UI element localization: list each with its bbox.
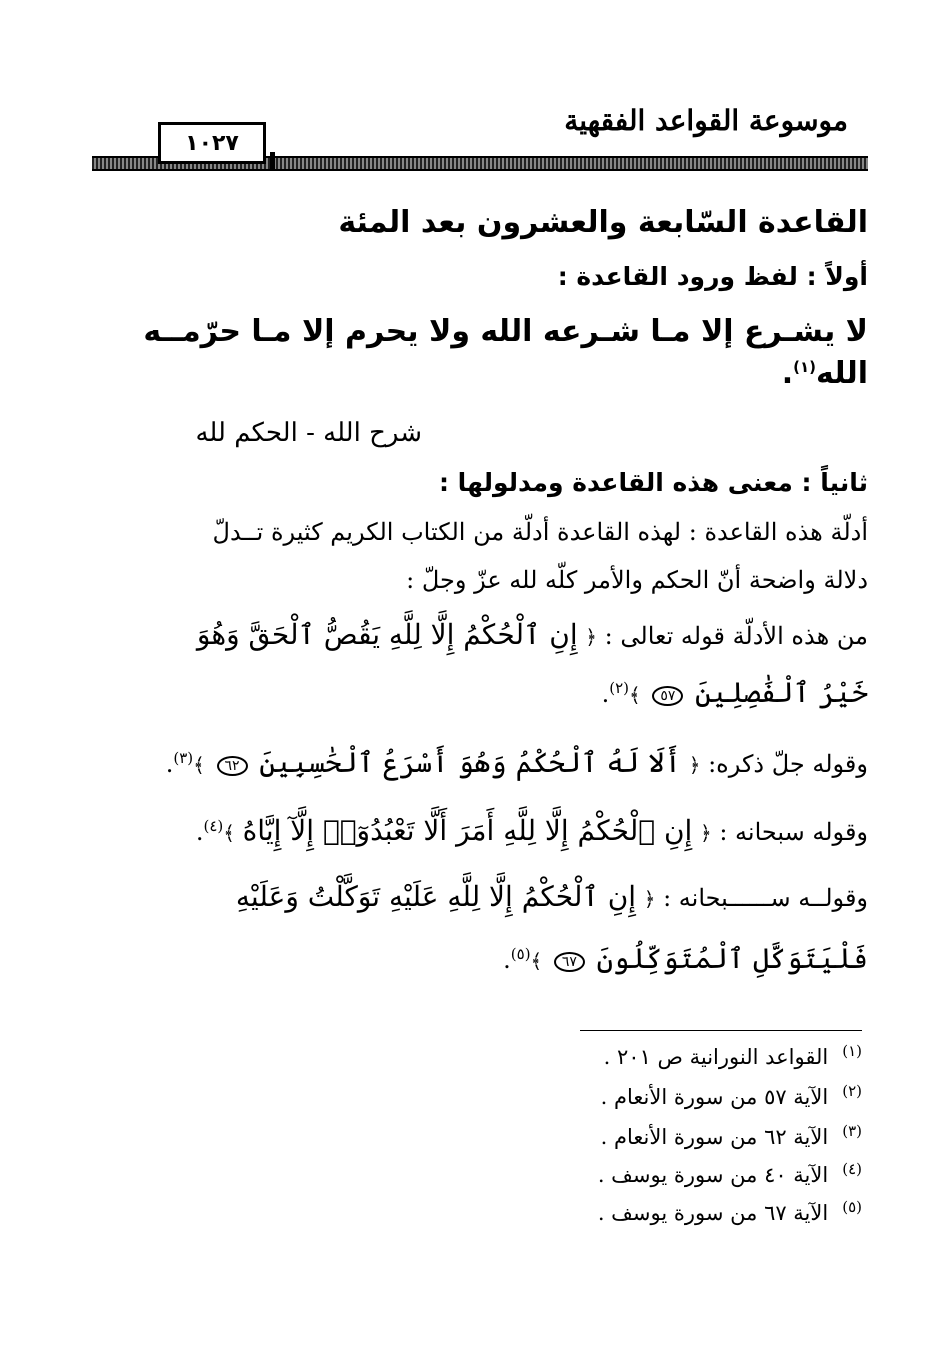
footnote-number: (٥) [842, 1198, 862, 1216]
footnote-ref-3: (٣) [173, 749, 194, 767]
footnote-number: (٤) [842, 1160, 862, 1178]
footnote [601, 1122, 862, 1149]
period: . [601, 680, 610, 708]
rule-heading: القاعدة السّابعة والعشرون بعد المئة [338, 205, 868, 240]
quran-open-bracket: ﴿ [585, 625, 598, 649]
quran-close-bracket: ﴾ [530, 949, 543, 973]
period: . [165, 750, 174, 778]
rule-text-line2 [92, 356, 868, 391]
section1-title: أولاً : لفظ ورود القاعدة : [557, 262, 868, 291]
footnote-ref-4: (٤) [203, 817, 224, 835]
quran-verse: إِنِ ٱلْحُكْمُ إِلَّا لِلَّهِ يَقُصُّ ٱلْحَقَّ وَهُوَ [196, 618, 578, 651]
evidence-intro: وقولــه ســــــبحانه : [663, 884, 868, 912]
handwritten-note: شرح الله - الحكم لله [195, 418, 422, 448]
running-header-title: موسوعة القواعد الفقهية [564, 104, 848, 137]
rule-text-word: الله [816, 356, 868, 391]
quran-close-bracket: ﴾ [628, 683, 641, 707]
evidence-line [92, 942, 868, 975]
footnote-text: القواعد النورانية ص ٢٠١ . [603, 1045, 829, 1069]
footnote-ref-1: (١) [793, 358, 816, 376]
footnote-text: الآية ٦٢ من سورة الأنعام . [600, 1125, 829, 1149]
footnote [601, 1082, 862, 1109]
paragraph-line: أدلّة هذه القاعدة : لهذه القاعدة أدلّة من الكتاب الكريم كثيرة تــدلّ [212, 518, 868, 546]
evidence-intro: وقوله سبحانه : [719, 818, 868, 846]
quran-verse: فَلْيَتَوَكَّلِ ٱلْمُتَوَكِّلُونَ [596, 942, 868, 975]
quran-verse: إِنِ ٱلْحُكْمُ إِلَّا لِلَّهِ عَلَيْهِ تَوَكَّلْتُ وَعَلَيْهِ [235, 880, 637, 913]
quran-open-bracket: ﴿ [699, 821, 712, 845]
quran-close-bracket: ﴾ [193, 753, 205, 777]
paragraph-line: دلالة واضحة أنّ الحكم والأمر كلّه لله عزّ وجلّ : [406, 566, 868, 594]
evidence-line [92, 618, 868, 651]
footnote [598, 1160, 862, 1187]
quran-verse: إِنِ ٱلْحُكْمُ إِلَّا لِلَّهِ أَمَرَ أَلَّا تَعْبُدُوٓا۟ إِلَّآ إِيَّاهُ [242, 814, 693, 847]
footnote-text: الآية ٥٧ من سورة الأنعام . [600, 1085, 829, 1109]
period: . [195, 818, 204, 846]
period: . [503, 946, 511, 974]
ayah-number-marker: ٥٧ [652, 686, 683, 706]
evidence-line [92, 814, 868, 847]
quran-open-bracket: ﴿ [643, 887, 656, 911]
footnote-number: (٣) [842, 1122, 862, 1140]
quran-close-bracket: ﴾ [223, 821, 235, 845]
evidence-intro: وقوله جلّ ذكره: [708, 750, 868, 778]
quran-verse: خَيْرُ ٱلْفَٰصِلِينَ [695, 676, 868, 709]
ayah-number-marker: ٦٢ [217, 756, 248, 776]
evidence-line [92, 676, 868, 709]
quran-verse: أَلَا لَهُ ٱلْحُكْمُ وَهُوَ أَسْرَعُ ٱلْحَٰسِبِينَ [259, 746, 682, 779]
evidence-line [92, 746, 868, 779]
quran-open-bracket: ﴿ [688, 753, 701, 777]
evidence-line [92, 880, 868, 913]
footnote [598, 1198, 862, 1225]
ayah-number-marker: ٦٧ [554, 952, 585, 972]
footnote-text: الآية ٤٠ من سورة يوسف . [597, 1163, 829, 1187]
footnote [604, 1042, 862, 1069]
section2-title: ثانياً : معنى هذه القاعدة ومدلولها : [438, 468, 868, 497]
rule-text-line1: لا يشـرع إلا مـا شـرعه الله ولا يحرم إلا مـا حرّمــه [143, 314, 868, 349]
evidence-intro: من هذه الأدلّة قوله تعالى : [604, 622, 868, 650]
rule-period: . [781, 356, 794, 391]
footnote-text: الآية ٦٧ من سورة يوسف . [597, 1201, 829, 1225]
header-rule-divider [270, 152, 275, 171]
footnote-number: (١) [842, 1042, 862, 1060]
footnote-separator [580, 1030, 862, 1031]
page-number: ١٠٢٧ [158, 122, 266, 164]
footnote-number: (٢) [842, 1082, 862, 1100]
footnote-ref-2: (٢) [609, 679, 629, 697]
footnote-ref-5: (٥) [510, 945, 531, 963]
